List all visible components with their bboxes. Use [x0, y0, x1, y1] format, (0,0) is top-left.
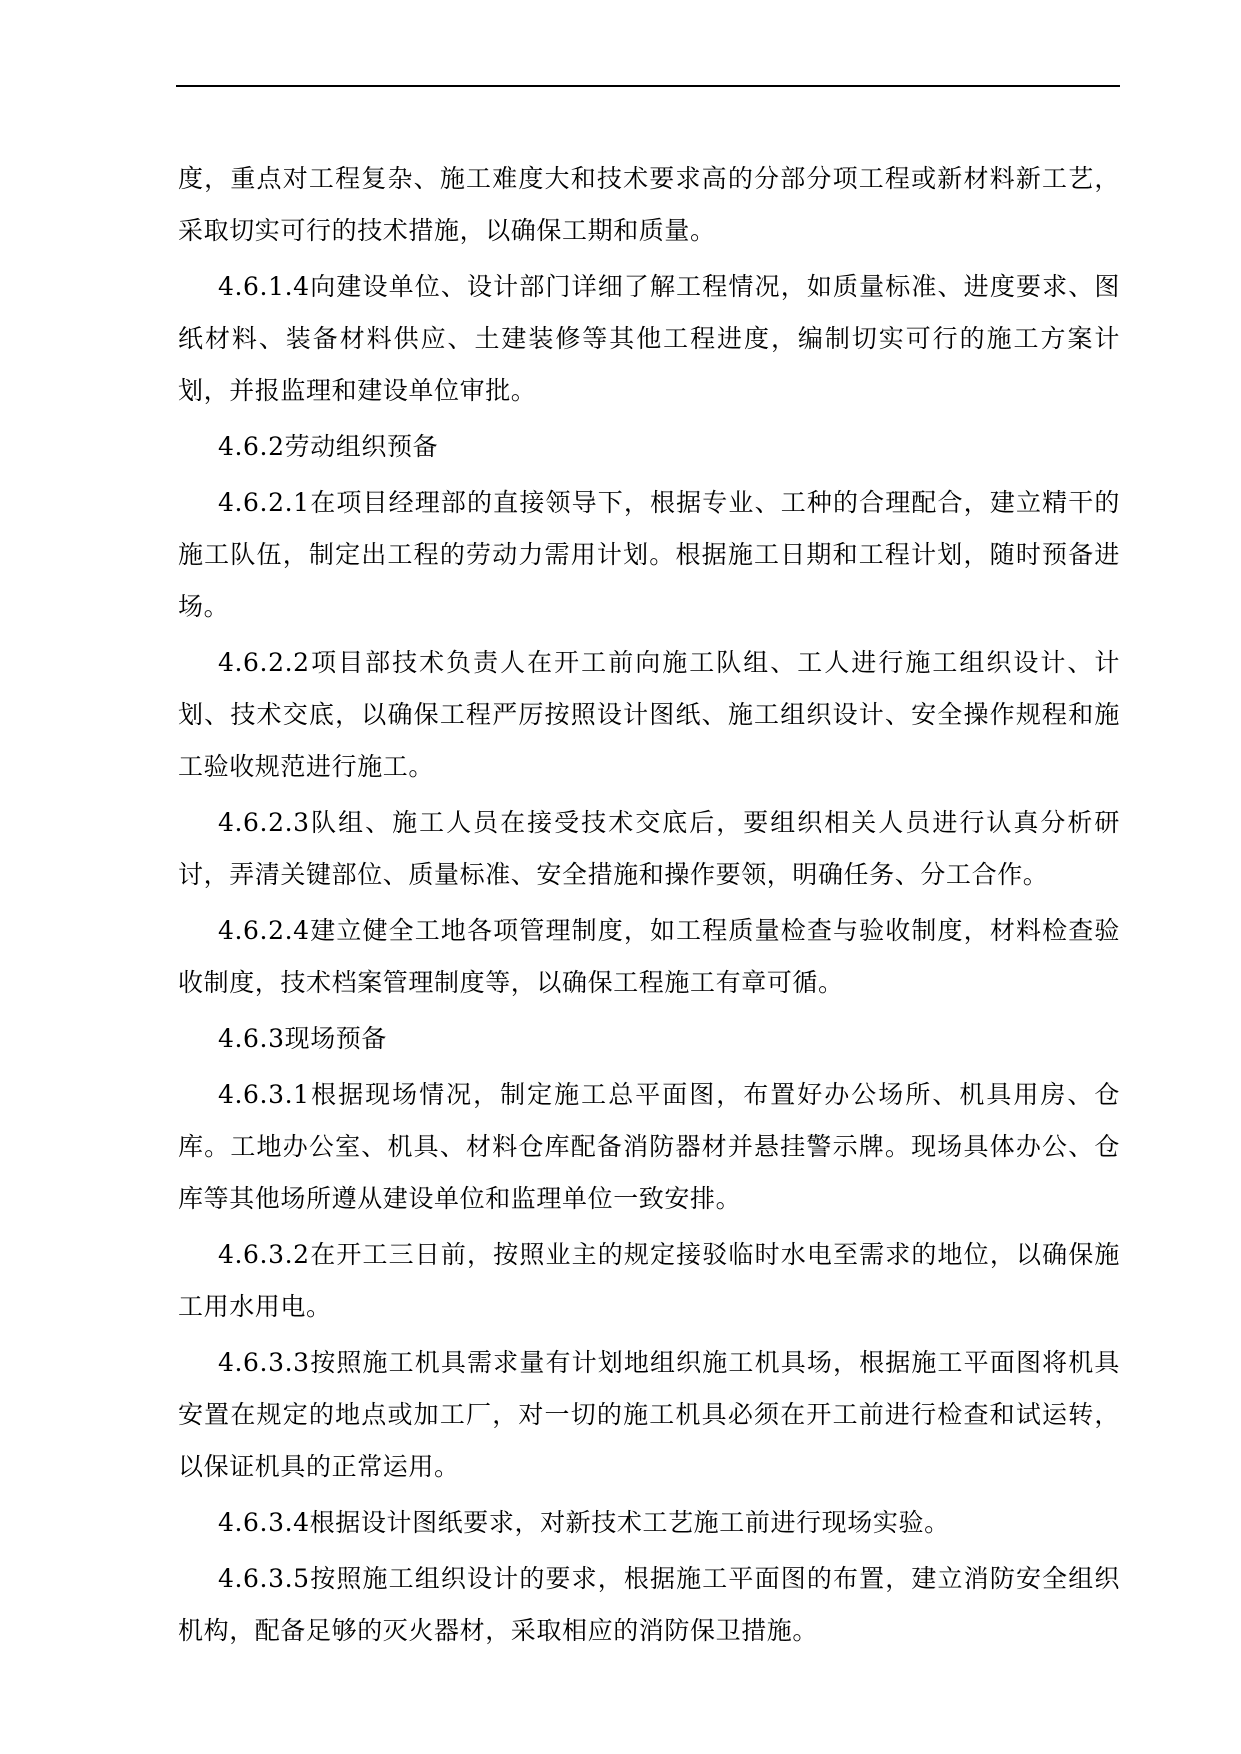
- section-heading-4-6-2: 4.6.2劳动组织预备: [218, 432, 439, 461]
- paragraph-4-6-3-4: 4.6.3.4根据设计图纸要求，对新技术工艺施工前进行现场实验。: [218, 1508, 950, 1537]
- paragraph-4-6-3-3: 4.6.3.3按照施工机具需求量有计划地组织施工机具场，根据施工平面图将机具安置在规定的地点或加工厂，对一切的施工机具必须在开工前进行检查和试运转，以保证机具的正常运用。: [178, 1348, 1120, 1481]
- paragraph-4-6-3-2: 4.6.3.2在开工三日前，按照业主的规定接驳临时水电至需求的地位，以确保施工用水用电。: [178, 1240, 1120, 1321]
- paragraph-4-6-2-3: 4.6.2.3队组、施工人员在接受技术交底后，要组织相关人员进行认真分析研讨，弄清关键部位、质量标准、安全措施和操作要领，明确任务、分工合作。: [178, 808, 1120, 889]
- paragraph-4-6-1-4: 4.6.1.4向建设单位、设计部门详细了解工程情况，如质量标准、进度要求、图纸材料、装备材料供应、土建装修等其他工程进度，编制切实可行的施工方案计划，并报监理和建设单位审批。: [178, 272, 1120, 405]
- section-heading-4-6-3: 4.6.3现场预备: [218, 1024, 388, 1053]
- document-body: [178, 153, 1120, 1661]
- paragraph-4-6-3-1: 4.6.3.1根据现场情况，制定施工总平面图，布置好办公场所、机具用房、仓库。工地办公室、机具、材料仓库配备消防器材并悬挂警示牌。现场具体办公、仓库等其他场所遵从建设单位和监理单位一致安排。: [178, 1080, 1120, 1213]
- paragraph-4-6-2-2: 4.6.2.2项目部技术负责人在开工前向施工队组、工人进行施工组织设计、计划、技术交底，以确保工程严厉按照设计图纸、施工组织设计、安全操作规程和施工验收规范进行施工。: [178, 648, 1120, 781]
- paragraph-continuation: 度，重点对工程复杂、施工难度大和技术要求高的分部分项工程或新材料新工艺，采取切实可行的技术措施，以确保工期和质量。: [178, 164, 1120, 245]
- header-rule: [176, 85, 1120, 87]
- paragraph-4-6-2-4: 4.6.2.4建立健全工地各项管理制度，如工程质量检查与验收制度，材料检查验收制度，技术档案管理制度等，以确保工程施工有章可循。: [178, 916, 1120, 997]
- paragraph-4-6-3-5: 4.6.3.5按照施工组织设计的要求，根据施工平面图的布置，建立消防安全组织机构，配备足够的灭火器材，采取相应的消防保卫措施。: [178, 1564, 1120, 1645]
- paragraph-4-6-2-1: 4.6.2.1在项目经理部的直接领导下，根据专业、工种的合理配合，建立精干的施工队伍，制定出工程的劳动力需用计划。根据施工日期和工程计划，随时预备进场。: [178, 488, 1120, 621]
